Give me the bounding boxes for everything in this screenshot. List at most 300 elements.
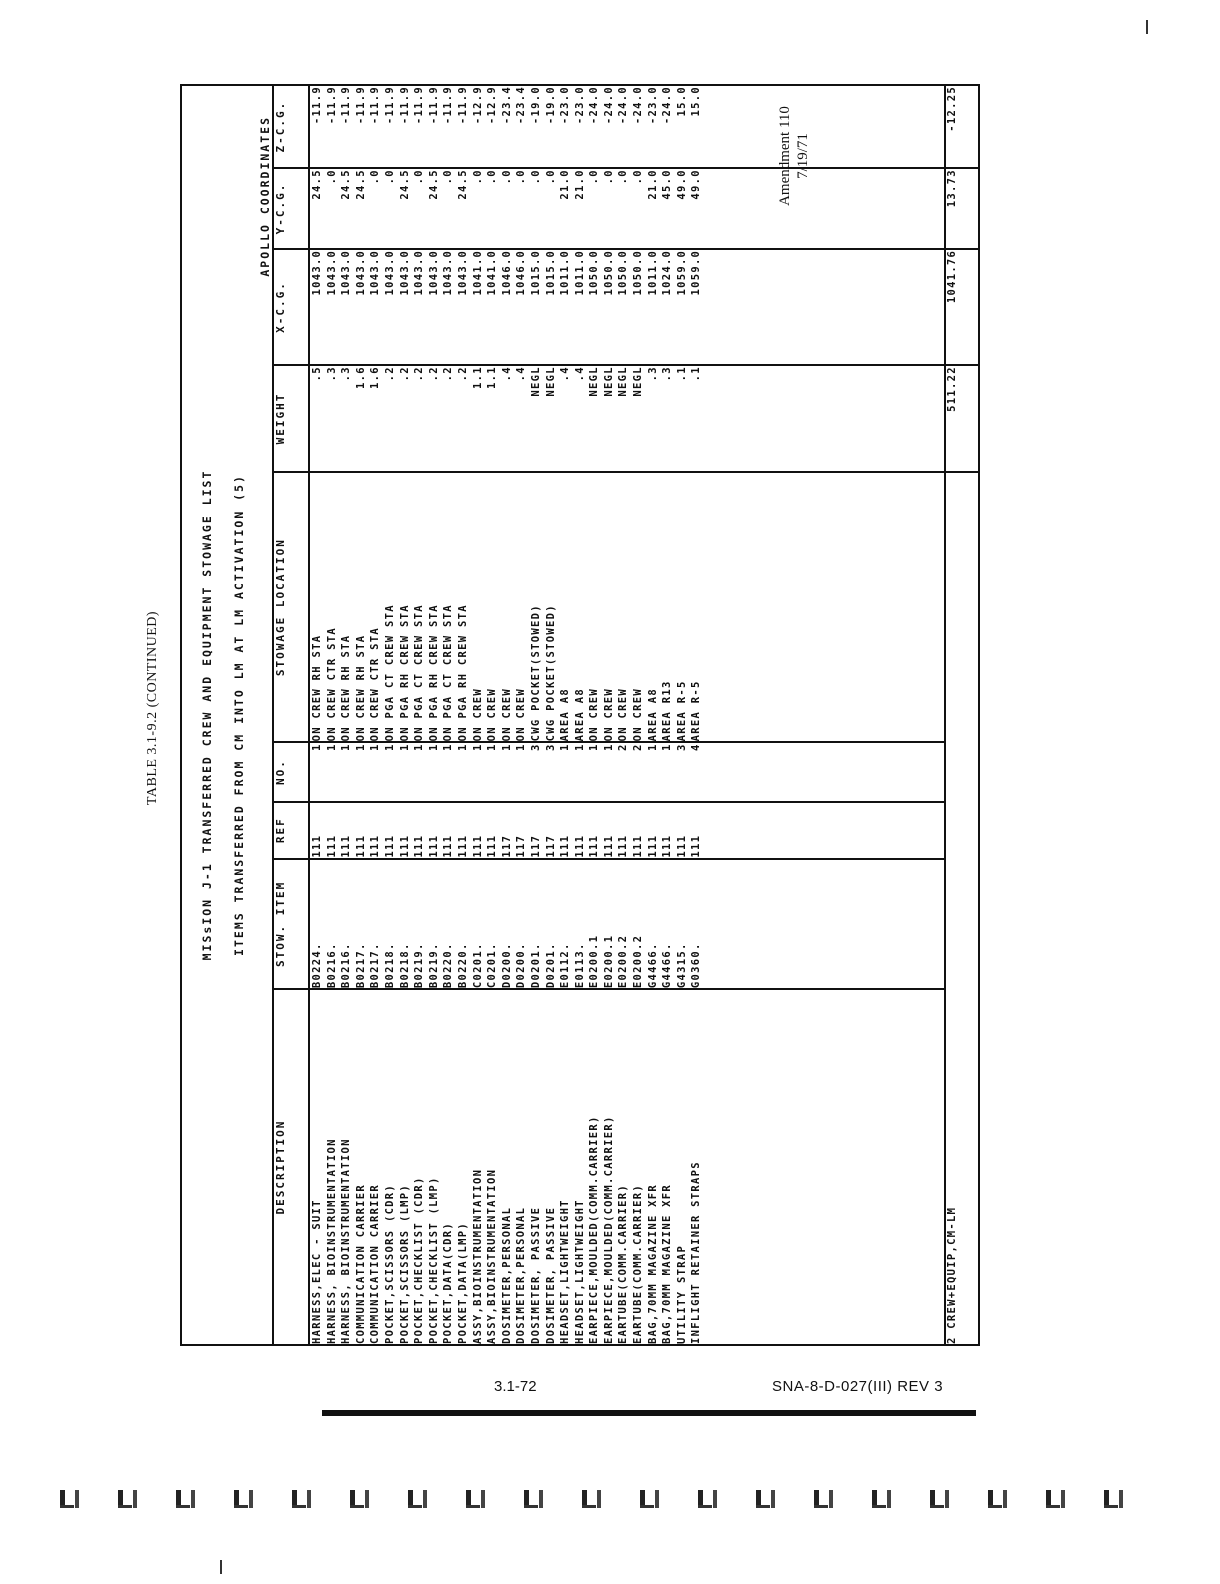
cell-stow: B0216. <box>325 942 338 989</box>
cell-y: .0 <box>325 169 338 185</box>
cell-desc: POCKET,CHECKLIST (CDR) <box>413 1176 426 1344</box>
cell-wt: .4 <box>573 366 586 382</box>
cell-loc: ON PGA CT CREW STA <box>442 604 455 742</box>
cell-wt: .3 <box>646 366 659 382</box>
cell-loc: AREA A8 <box>573 687 586 742</box>
cell-loc: ON CREW RH STA <box>311 634 323 742</box>
cell-x: 1011.0 <box>559 249 572 296</box>
cell-desc: DOSIMETER, PASSIVE <box>529 1206 542 1344</box>
cell-x: 1011.0 <box>646 249 659 296</box>
header-row <box>273 85 309 1345</box>
cell-y: 21.0 <box>559 169 572 200</box>
cell-y: .0 <box>413 169 426 185</box>
cell-y: .0 <box>544 169 557 185</box>
cell-y: .0 <box>471 169 484 185</box>
cell-stow: E0200.2 <box>632 934 645 989</box>
col-header-zcg: Z-C.G. <box>273 85 309 168</box>
cell-no: 1 <box>588 743 601 751</box>
amendment-label: Amendment 110 <box>777 106 793 206</box>
cell-desc: COMMUNICATION CARRIER <box>369 1183 382 1344</box>
col-header-location: STOWAGE LOCATION <box>273 472 309 743</box>
scan-mark <box>524 1490 541 1508</box>
cell-ref: 111 <box>573 834 586 858</box>
table-title-line1: MISsION J-1 TRANSFERRED CREW AND EQUIPMENT STOWAGE LIST <box>200 469 214 961</box>
ref-column <box>309 802 945 859</box>
stowage-table-rotated <box>180 84 980 1346</box>
cell-loc: ON CREW <box>471 687 484 742</box>
cell-wt: NEGL <box>602 366 615 397</box>
cell-ref: 111 <box>413 834 426 858</box>
cell-stow: E0112. <box>559 942 572 989</box>
cell-desc: BAG,70MM MAGAZINE XFR <box>661 1183 674 1344</box>
cell-ref: 111 <box>325 834 338 858</box>
cell-stow: B0224. <box>311 942 323 989</box>
cell-ref: 111 <box>646 834 659 858</box>
cell-loc: AREA A8 <box>559 687 572 742</box>
col-header-stow-item: STOW. ITEM <box>273 859 309 990</box>
cell-y: .0 <box>383 169 396 185</box>
col-header-xcg: X-C.G. <box>273 249 309 365</box>
cell-z: -23.0 <box>559 86 572 125</box>
total-ycg: 13.73 <box>945 168 979 249</box>
cell-wt: 1.1 <box>471 366 484 389</box>
cell-ref: 111 <box>588 834 601 858</box>
cell-loc: ON CREW <box>632 687 645 742</box>
scan-mark <box>872 1490 889 1508</box>
cell-z: 15.0 <box>690 86 703 117</box>
cell-wt: 1.1 <box>486 366 499 389</box>
cell-no: 1 <box>456 743 469 751</box>
cell-wt: NEGL <box>544 366 557 397</box>
cell-y: .0 <box>442 169 455 185</box>
cell-stow: C0201. <box>486 942 499 989</box>
cell-no: 1 <box>515 743 528 751</box>
cell-desc: ASSY,BIOINSTRUMENTATION <box>486 1168 499 1344</box>
cell-x: 1050.0 <box>632 249 645 296</box>
cell-ref: 117 <box>544 834 557 858</box>
cell-ref: 111 <box>383 834 396 858</box>
cell-z: -19.0 <box>544 86 557 125</box>
cell-desc: DOSIMETER, PASSIVE <box>544 1206 557 1344</box>
cell-no: 3 <box>675 743 688 751</box>
cell-desc: COMMUNICATION CARRIER <box>354 1183 367 1344</box>
page-number: 3.1-72 <box>494 1378 537 1395</box>
cell-z: -24.0 <box>588 86 601 125</box>
cell-wt: .2 <box>442 366 455 382</box>
total-description: 2 CREW+EQUIP,CM-LM <box>945 472 979 1345</box>
xcg-column <box>309 249 945 365</box>
cell-no: 1 <box>646 743 659 751</box>
cell-y: 24.5 <box>311 169 323 200</box>
coord-group-label: APOLLO COORDINATES <box>258 116 272 277</box>
cell-x: 1043.0 <box>325 249 338 296</box>
cell-desc: BAG,70MM MAGAZINE XFR <box>646 1183 659 1344</box>
cell-wt: .1 <box>675 366 688 382</box>
cell-x: 1059.0 <box>675 249 688 296</box>
cell-stow: G4466. <box>661 942 674 989</box>
cell-no: 1 <box>311 743 323 751</box>
cell-wt: .2 <box>383 366 396 382</box>
cell-desc: EARPIECE,MOULDED(COMM.CARRIER) <box>602 1115 615 1344</box>
cell-wt: .2 <box>456 366 469 382</box>
cell-x: 1024.0 <box>661 249 674 296</box>
cell-desc: HARNESS, BIOINSTRUMENTATION <box>340 1138 353 1344</box>
cell-loc: CWG POCKET(STOWED) <box>544 604 557 742</box>
cell-loc: ON CREW <box>588 687 601 742</box>
cell-ref: 111 <box>559 834 572 858</box>
cell-y: 21.0 <box>646 169 659 200</box>
cell-z: -24.0 <box>661 86 674 125</box>
cell-y: 21.0 <box>573 169 586 200</box>
cell-x: 1041.0 <box>471 249 484 296</box>
cell-loc: ON CREW <box>617 687 630 742</box>
scan-mark <box>1104 1490 1121 1508</box>
cell-wt: .2 <box>427 366 440 382</box>
cell-ref: 111 <box>661 834 674 858</box>
cell-x: 1046.0 <box>500 249 513 296</box>
cell-stow: C0201. <box>471 942 484 989</box>
cell-loc: ON CREW RH STA <box>354 634 367 742</box>
scan-edge-marks <box>60 1490 1160 1514</box>
cell-wt: .3 <box>340 366 353 382</box>
cell-desc: POCKET,DATA(LMP) <box>456 1222 469 1344</box>
cell-no: 1 <box>398 743 411 751</box>
cell-loc: ON CREW <box>602 687 615 742</box>
cell-ref: 111 <box>486 834 499 858</box>
cell-x: 1050.0 <box>602 249 615 296</box>
cell-wt: 1.6 <box>354 366 367 389</box>
cell-no: 3 <box>529 743 542 751</box>
cell-z: -19.0 <box>529 86 542 125</box>
cell-y: 24.5 <box>398 169 411 200</box>
scan-mark <box>292 1490 309 1508</box>
cell-desc: INFLIGHT RETAINER STRAPS <box>690 1161 703 1344</box>
cell-no: 1 <box>369 743 382 751</box>
cell-x: 1043.0 <box>442 249 455 296</box>
cell-stow: D0201. <box>544 942 557 989</box>
scan-mark <box>350 1490 367 1508</box>
cell-ref: 111 <box>340 834 353 858</box>
cell-y: 24.5 <box>427 169 440 200</box>
cell-wt: .3 <box>661 366 674 382</box>
scan-mark <box>988 1490 1005 1508</box>
cell-stow: G4315. <box>675 942 688 989</box>
cell-desc: POCKET,SCISSORS (LMP) <box>398 1183 411 1344</box>
col-header-weight: WEIGHT <box>273 365 309 472</box>
cell-no: 1 <box>354 743 367 751</box>
cell-z: 15.0 <box>675 86 688 117</box>
cell-loc: AREA R13 <box>661 680 674 742</box>
cell-loc: ON CREW RH STA <box>340 634 353 742</box>
cell-loc: ON PGA CT CREW STA <box>383 604 396 742</box>
cell-no: 1 <box>661 743 674 751</box>
cell-x: 1043.0 <box>383 249 396 296</box>
cell-desc: EARPIECE,MOULDED(COMM.CARRIER) <box>588 1115 601 1344</box>
cell-desc: POCKET,DATA(CDR) <box>442 1222 455 1344</box>
cell-wt: .4 <box>559 366 572 382</box>
cell-y: .0 <box>632 169 645 185</box>
cell-x: 1050.0 <box>588 249 601 296</box>
cell-loc: ON PGA RH CREW STA <box>427 604 440 742</box>
cell-stow: G4466. <box>646 942 659 989</box>
cell-z: -11.9 <box>427 86 440 125</box>
cell-no: 1 <box>602 743 615 751</box>
cell-stow: B0218. <box>398 942 411 989</box>
cell-y: .0 <box>369 169 382 185</box>
cell-ref: 111 <box>442 834 455 858</box>
cell-x: 1043.0 <box>369 249 382 296</box>
stowage-table <box>180 84 980 1346</box>
cell-ref: 111 <box>398 834 411 858</box>
cell-z: -23.4 <box>500 86 513 125</box>
cell-y: .0 <box>486 169 499 185</box>
cell-wt: .3 <box>325 366 338 382</box>
cell-wt: .4 <box>515 366 528 382</box>
cell-z: -11.9 <box>340 86 353 125</box>
cell-z: -11.9 <box>383 86 396 125</box>
cell-y: .0 <box>529 169 542 185</box>
table-title <box>181 85 273 1345</box>
cell-loc: ON CREW <box>500 687 513 742</box>
cell-wt: NEGL <box>588 366 601 397</box>
col-header-ycg: Y-C.G. <box>273 168 309 249</box>
cell-loc: AREA R-5 <box>675 680 688 742</box>
cell-wt: NEGL <box>632 366 645 397</box>
cell-z: -12.9 <box>471 86 484 125</box>
cell-no: 1 <box>486 743 499 751</box>
amendment-date: 7/19/71 <box>795 133 811 179</box>
cell-stow: B0219. <box>427 942 440 989</box>
cell-stow: B0216. <box>340 942 353 989</box>
cell-x: 1015.0 <box>544 249 557 296</box>
cell-wt: .4 <box>500 366 513 382</box>
cell-desc: HARNESS, BIOINSTRUMENTATION <box>325 1138 338 1344</box>
document-id: SNA-8-D-027(III) REV 3 <box>772 1378 944 1395</box>
cell-no: 1 <box>500 743 513 751</box>
cell-no: 1 <box>559 743 572 751</box>
cell-wt: .1 <box>690 366 703 382</box>
cell-ref: 111 <box>632 834 645 858</box>
cell-z: -23.4 <box>515 86 528 125</box>
scan-mark <box>756 1490 773 1508</box>
cell-wt: NEGL <box>529 366 542 397</box>
cell-ref: 117 <box>500 834 513 858</box>
scan-mark <box>234 1490 251 1508</box>
cell-ref: 111 <box>617 834 630 858</box>
cell-loc: AREA A8 <box>646 687 659 742</box>
cell-z: -23.0 <box>573 86 586 125</box>
cell-ref: 111 <box>602 834 615 858</box>
cell-loc: ON PGA RH CREW STA <box>456 604 469 742</box>
cell-x: 1043.0 <box>398 249 411 296</box>
cell-stow: B0219. <box>413 942 426 989</box>
cell-ref: 117 <box>529 834 542 858</box>
cell-x: 1043.0 <box>354 249 367 296</box>
cell-x: 1043.0 <box>340 249 353 296</box>
cell-z: -24.0 <box>632 86 645 125</box>
cell-desc: UTILITY STRAP <box>675 1244 688 1344</box>
cell-no: 4 <box>690 743 703 751</box>
cell-ref: 111 <box>471 834 484 858</box>
cell-desc: HEADSET,LIGHTWEIGHT <box>559 1199 572 1344</box>
cell-no: 2 <box>632 743 645 751</box>
col-header-no: NO. <box>273 742 309 801</box>
cell-z: -11.9 <box>456 86 469 125</box>
cell-desc: DOSIMETER,PERSONAL <box>515 1206 528 1344</box>
cell-wt: .2 <box>413 366 426 382</box>
cell-x: 1043.0 <box>413 249 426 296</box>
scan-mark <box>118 1490 135 1508</box>
cell-stow: E0200.1 <box>602 934 615 989</box>
cell-stow: B0220. <box>442 942 455 989</box>
scan-mark <box>408 1490 425 1508</box>
scan-mark <box>814 1490 831 1508</box>
cell-z: -11.9 <box>354 86 367 125</box>
location-column <box>309 472 945 743</box>
cell-loc: AREA R-5 <box>690 680 703 742</box>
cell-no: 1 <box>427 743 440 751</box>
scan-mark <box>582 1490 599 1508</box>
cell-loc: ON CREW <box>486 687 499 742</box>
cell-y: .0 <box>500 169 513 185</box>
cell-stow: D0201. <box>529 942 542 989</box>
cell-ref: 111 <box>311 834 323 858</box>
cell-z: -11.9 <box>325 86 338 125</box>
cell-stow: E0200.1 <box>588 934 601 989</box>
total-xcg: 1041.76 <box>945 249 979 365</box>
scan-mark <box>60 1490 77 1508</box>
cell-x: 1043.0 <box>427 249 440 296</box>
weight-column <box>309 365 945 472</box>
cell-desc: DOSIMETER,PERSONAL <box>500 1206 513 1344</box>
scan-mark <box>640 1490 657 1508</box>
cell-z: -23.0 <box>646 86 659 125</box>
cell-no: 1 <box>442 743 455 751</box>
cell-wt: NEGL <box>617 366 630 397</box>
cell-no: 2 <box>617 743 630 751</box>
cell-x: 1011.0 <box>573 249 586 296</box>
cell-z: -12.9 <box>486 86 499 125</box>
cell-stow: B0217. <box>354 942 367 989</box>
total-zcg: -12.25 <box>945 85 979 168</box>
cell-z: -11.9 <box>413 86 426 125</box>
total-weight: 511.22 <box>945 365 979 472</box>
scan-tick-mark <box>1146 20 1148 34</box>
cell-y: 24.5 <box>354 169 367 200</box>
cell-desc: HARNESS,ELEC - SUIT <box>311 1199 323 1344</box>
cell-no: 1 <box>383 743 396 751</box>
cell-loc: ON CREW CTR STA <box>369 627 382 742</box>
cell-x: 1050.0 <box>617 249 630 296</box>
cell-stow: D0200. <box>515 942 528 989</box>
cell-ref: 111 <box>427 834 440 858</box>
scan-mark <box>1046 1490 1063 1508</box>
cell-desc: EARTUBE(COMM.CARRIER) <box>632 1183 645 1344</box>
table-caption: TABLE 3.1-9.2 (CONTINUED) <box>145 610 160 806</box>
cell-loc: ON CREW CTR STA <box>325 627 338 742</box>
cell-desc: POCKET,SCISSORS (CDR) <box>383 1183 396 1344</box>
cell-ref: 111 <box>369 834 382 858</box>
cell-x: 1015.0 <box>529 249 542 296</box>
cell-stow: B0217. <box>369 942 382 989</box>
cell-x: 1059.0 <box>690 249 703 296</box>
cell-z: -24.0 <box>617 86 630 125</box>
cell-y: .0 <box>602 169 615 185</box>
cell-stow: E0113. <box>573 942 586 989</box>
cell-ref: 111 <box>690 834 703 858</box>
cell-wt: .5 <box>311 366 323 382</box>
cell-y: 24.5 <box>456 169 469 200</box>
cell-x: 1041.0 <box>486 249 499 296</box>
cell-y: 49.0 <box>675 169 688 200</box>
description-column <box>309 989 945 1345</box>
cell-no: 3 <box>544 743 557 751</box>
cell-z: -11.9 <box>398 86 411 125</box>
cell-no: 1 <box>340 743 353 751</box>
table-body-row <box>309 85 945 1345</box>
cell-ref: 117 <box>515 834 528 858</box>
cell-y: .0 <box>617 169 630 185</box>
cell-y: 49.0 <box>690 169 703 200</box>
cell-loc: CWG POCKET(STOWED) <box>529 604 542 742</box>
scan-mark <box>176 1490 193 1508</box>
scan-mark <box>698 1490 715 1508</box>
cell-y: .0 <box>515 169 528 185</box>
scan-mark <box>466 1490 483 1508</box>
cell-no: 1 <box>573 743 586 751</box>
cell-loc: ON CREW <box>515 687 528 742</box>
cell-x: 1043.0 <box>311 249 323 296</box>
cell-y: .0 <box>588 169 601 185</box>
cell-z: -24.0 <box>602 86 615 125</box>
cell-z: -11.9 <box>369 86 382 125</box>
total-row <box>945 85 979 1345</box>
stow-item-column <box>309 859 945 990</box>
cell-desc: EARTUBE(COMM.CARRIER) <box>617 1183 630 1344</box>
cell-ref: 111 <box>354 834 367 858</box>
zcg-column <box>309 85 945 168</box>
table-title-line2: ITEMS TRANSFERRED FROM CM INTO LM AT LM ACTIVATION (5) <box>232 474 246 956</box>
cell-desc: ASSY,BIOINSTRUMENTATION <box>471 1168 484 1344</box>
cell-loc: ON PGA CT CREW STA <box>413 604 426 742</box>
footer-rule <box>322 1410 976 1416</box>
no-column <box>309 742 945 801</box>
cell-x: 1043.0 <box>456 249 469 296</box>
cell-wt: 1.6 <box>369 366 382 389</box>
cell-stow: B0220. <box>456 942 469 989</box>
cell-stow: B0218. <box>383 942 396 989</box>
cell-no: 1 <box>413 743 426 751</box>
cell-stow: G0360. <box>690 942 703 989</box>
scan-tick-mark <box>220 1560 222 1574</box>
cell-wt: .2 <box>398 366 411 382</box>
col-header-ref: REF <box>273 802 309 859</box>
cell-x: 1046.0 <box>515 249 528 296</box>
cell-ref: 111 <box>456 834 469 858</box>
cell-stow: E0200.2 <box>617 934 630 989</box>
col-header-description: DESCRIPTION <box>273 989 309 1345</box>
ycg-column <box>309 168 945 249</box>
cell-y: 24.5 <box>340 169 353 200</box>
cell-stow: D0200. <box>500 942 513 989</box>
cell-z: -11.9 <box>311 86 323 125</box>
cell-z: -11.9 <box>442 86 455 125</box>
cell-loc: ON PGA RH CREW STA <box>398 604 411 742</box>
cell-desc: POCKET,CHECKLIST (LMP) <box>427 1176 440 1344</box>
scan-mark <box>930 1490 947 1508</box>
cell-no: 1 <box>325 743 338 751</box>
cell-desc: HEADSET,LIGHTWEIGHT <box>573 1199 586 1344</box>
